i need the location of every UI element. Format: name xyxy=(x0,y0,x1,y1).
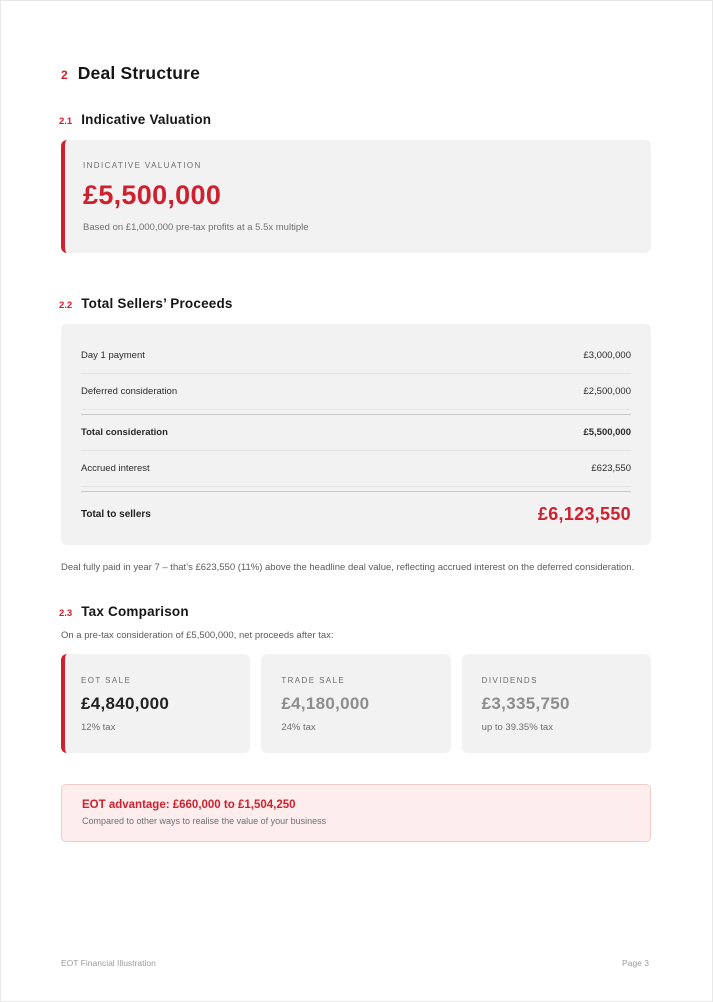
valuation-card-label: INDICATIVE VALUATION xyxy=(83,161,202,170)
row-label: Total consideration xyxy=(81,427,168,438)
table-row-subtotal xyxy=(81,414,631,451)
section-number: 2 xyxy=(61,68,68,82)
subsection-tax-comparison xyxy=(61,604,651,753)
row-value: £2,500,000 xyxy=(583,386,631,397)
section-heading xyxy=(61,63,651,84)
footer-document-title: EOT Financial Illustration xyxy=(61,958,156,968)
tax-card-note: 12% tax xyxy=(81,722,116,733)
total-value: £6,123,550 xyxy=(537,504,631,524)
footer-page-number: Page 3 xyxy=(622,958,649,968)
subsection-total-sellers-proceeds xyxy=(61,296,651,575)
table-row-total xyxy=(81,491,631,525)
subsection-title: Tax Comparison xyxy=(81,604,189,619)
row-value: £3,000,000 xyxy=(583,350,631,361)
subsection-heading xyxy=(59,296,651,311)
tax-card-value: £3,335,750 xyxy=(481,694,570,713)
indicative-valuation-card xyxy=(61,140,651,253)
row-label: Accrued interest xyxy=(81,463,150,474)
tax-card-value: £4,840,000 xyxy=(81,694,170,713)
table-row xyxy=(81,374,631,410)
callout-title: EOT advantage: £660,000 to £1,504,250 xyxy=(82,799,296,811)
section-title: Deal Structure xyxy=(77,63,201,83)
eot-advantage-callout xyxy=(61,784,651,842)
tax-card-dividends xyxy=(462,654,651,753)
subsection-number: 2.2 xyxy=(59,300,73,311)
tax-card-label: TRADE SALE xyxy=(281,676,346,685)
row-label: Deferred consideration xyxy=(81,386,178,397)
tax-card-note: 24% tax xyxy=(281,722,316,733)
tax-card-eot-sale xyxy=(61,654,250,753)
subsection-title: Total Sellers’ Proceeds xyxy=(81,296,233,311)
tax-card-note: up to 39.35% tax xyxy=(481,722,553,733)
table-row xyxy=(81,338,631,374)
subsection-heading xyxy=(59,112,651,127)
row-value: £5,500,000 xyxy=(583,427,631,438)
tax-intro: On a pre-tax consideration of £5,500,000, net proceeds after tax: xyxy=(61,630,334,641)
subsection-number: 2.1 xyxy=(59,116,73,127)
tax-card-value: £4,180,000 xyxy=(281,694,370,713)
tax-card-label: DIVIDENDS xyxy=(481,676,538,685)
total-label: Total to sellers xyxy=(81,509,151,520)
page-content xyxy=(61,63,651,842)
subsection-heading xyxy=(59,604,651,619)
subsection-number: 2.3 xyxy=(59,608,73,619)
row-label: Day 1 payment xyxy=(81,350,145,361)
proceeds-table-card xyxy=(61,324,651,545)
row-value: £623,550 xyxy=(591,463,631,474)
valuation-amount: £5,500,000 xyxy=(83,180,222,210)
subsection-indicative-valuation xyxy=(61,112,651,253)
valuation-note: Based on £1,000,000 pre-tax profits at a 5.5x multiple xyxy=(83,222,309,233)
tax-cards-row xyxy=(61,654,651,753)
subsection-title: Indicative Valuation xyxy=(81,112,212,127)
tax-card-trade-sale xyxy=(261,654,450,753)
tax-card-label: EOT SALE xyxy=(81,676,132,685)
callout-note: Compared to other ways to realise the value of your business xyxy=(82,816,327,826)
proceeds-explanation: Deal fully paid in year 7 – that’s £623,550 (11%) above the headline deal value, reflecting accrued interest on the deferred consideration. xyxy=(61,562,635,573)
table-row xyxy=(81,451,631,487)
page-footer xyxy=(61,958,649,968)
